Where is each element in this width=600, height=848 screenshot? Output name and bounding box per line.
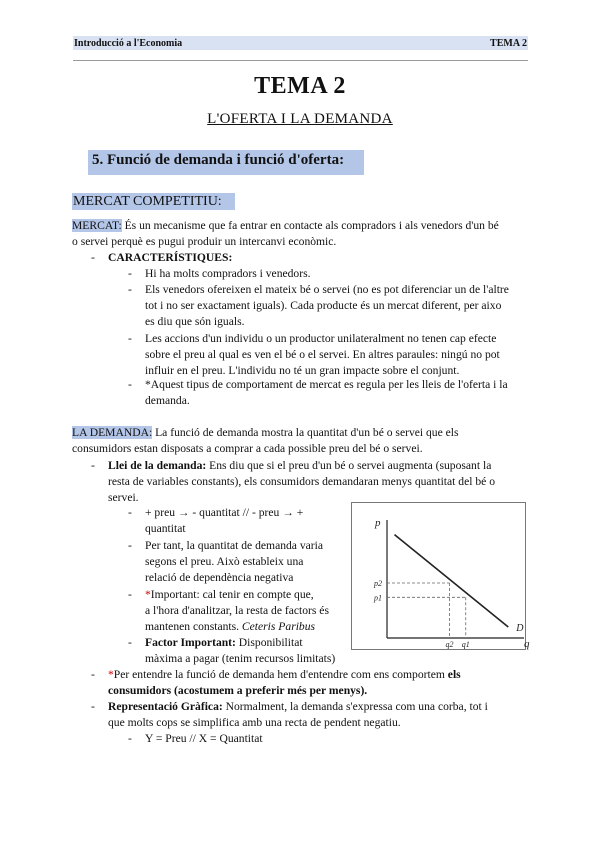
demand-line-2: consumidors estan disposats a comprar a cada possible preu del bé o servei. [72,442,423,455]
graph-line-1 [108,699,488,715]
sub3-text-1: Important: cal tenir en compte que, [150,588,314,601]
demand-curve [395,535,509,627]
law-line-3: servei. [108,491,139,504]
bullet-dash: - [128,267,132,280]
note-star: * [108,668,114,681]
bullet-dash: - [128,588,132,601]
bullet-dash: - [128,506,132,519]
sub3-text-3: mantenen constants. [145,620,242,633]
graph-label: Representació Gràfica: [108,700,223,713]
demand-curve-label: D [516,623,524,634]
note-line-2: consumidors (acostumem a preferir més per menys). [108,684,368,697]
bullet-dash: - [128,378,132,391]
bullet-dash: - [91,251,95,264]
sub2-line-3: relació de dependència negativa [145,571,294,584]
bullet-dash: - [128,283,132,296]
note-bold-1: els [447,668,461,681]
demand-chart-svg [352,503,530,651]
law-text-1: Ens diu que si el preu d'un bé o servei augmenta (suposant la [206,459,492,472]
demand-text-1: La funció de demanda mostra la quantitat d'un bé o servei que els [152,426,459,439]
sub2-line-1: Per tant, la quantitat de demanda varia [145,539,324,552]
sub4-text-1: Disponibilitat [235,636,303,649]
running-header [73,36,528,50]
bullet-dash: - [128,539,132,552]
section-title: 5. Funció de demanda i funció d'oferta: [92,152,345,168]
char-item-4-l1: *Aquest tipus de comportament de mercat es regula per les lleis de l'oferta i la [145,378,508,391]
characteristics-heading: CARACTERÍSTIQUES: [108,251,233,264]
mercat-line-2: o servei perquè es pugui produir un intercanvi econòmic. [72,235,337,248]
char-item-4-l2: demanda. [145,394,190,407]
sub4-line-1 [145,635,303,651]
graph-line-2: que molts cops se simplifica amb una recta de pendent negatiu. [108,716,401,729]
sub1-line-1: + preu → - quantitat // - preu → + [145,506,304,519]
formula-line: Y = Preu // X = Quantitat [145,732,263,745]
sub3-line-1 [145,587,314,603]
bullet-dash: - [128,636,132,649]
char-item-1: Hi ha molts compradors i venedors. [145,267,311,280]
bullet-dash: - [91,668,95,681]
sub2-line-2: segons el preu. Això estableix una [145,555,304,568]
char-item-3-l2: sobre el preu al qual es ven el bé o el servei. En altres paraules: ningú no pot [145,348,500,361]
header-course: Introducció a l'Economia [74,37,183,49]
note-line-1 [108,667,461,683]
page-subtitle: L'OFERTA I LA DEMANDA [207,111,393,127]
market-heading: MERCAT COMPETITIU: [72,193,235,210]
char-item-3-l3: influir en el preu. L'individu no té un gran impacte sobre el conjunt. [145,364,460,377]
y-axis-label: p [375,517,381,529]
sub1-line-2: quantitat [145,522,186,535]
sub3-line-2: a l'hora d'analitzar, la resta de factors és [145,604,329,617]
header-topic: TEMA 2 [490,37,527,49]
law-line-1 [108,458,491,474]
demand-chart [351,502,530,650]
annotation-q2: q2 [445,640,454,649]
page-title: TEMA 2 [254,73,346,99]
mercat-label: MERCAT: [72,219,122,232]
char-item-2-l3: es diu que són iguals. [145,315,245,328]
sub3-star: * [145,588,151,601]
annotation-q1: q1 [461,640,470,649]
annotation-p2: p2 [374,579,382,588]
note-text-1: Per entendre la funció de demanda hem d'entendre com ens comportem [113,668,448,681]
graph-text-1: Normalment, la demanda s'expressa com una corba, tot i [222,700,488,713]
demand-line-1 [72,425,459,441]
char-item-2-l2: tot i no ser exactament iguals). Cada producte és un mercat diferent, per aixo [145,299,502,312]
sub3-line-3 [145,619,315,635]
mercat-line-1 [72,218,499,234]
mercat-text-1: És un mecanisme que fa entrar en contacte als compradors i als venedors d'un bé [121,219,499,232]
bullet-dash: - [128,332,132,345]
bullet-dash: - [91,459,95,472]
char-item-2-l1: Els venedors ofereixen el mateix bé o servei (no es pot diferenciar un de l'altre [145,283,509,296]
x-axis-label: q [524,638,530,650]
ceteris-paribus: Ceteris Paribus [241,620,316,633]
law-label: Llei de la demanda: [108,459,207,472]
header-divider [73,60,528,61]
bullet-dash: - [91,700,95,713]
law-line-2: resta de variables constants), els consumidors demandaran menys quantitat del bé o [108,475,495,488]
demand-label: LA DEMANDA: [72,426,153,439]
bullet-dash: - [128,732,132,745]
annotation-p1: p1 [374,593,382,603]
sub4-line-2: màxima a pagar (tenim recursos limitats) [145,652,336,665]
sub4-label: Factor Important: [145,636,236,649]
char-item-3-l1: Les accions d'un individu o un productor unilateralment no tenen cap efecte [145,332,497,345]
